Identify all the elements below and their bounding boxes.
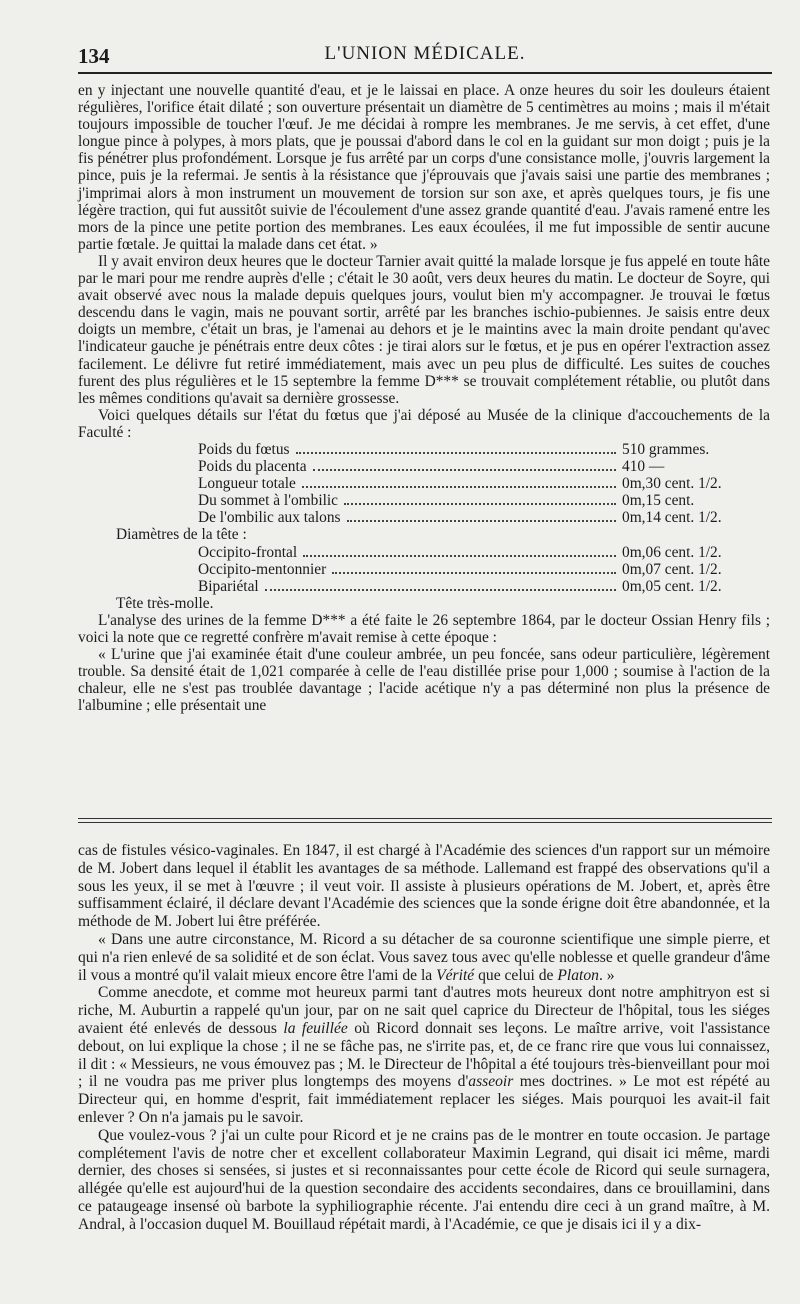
leader-dots [313, 459, 616, 471]
measure-row [198, 578, 770, 595]
leader-dots [302, 476, 616, 488]
measures-table [78, 544, 770, 595]
feuilleton-text [78, 842, 770, 1234]
measure-value: 0m,30 cent. 1/2. [622, 475, 722, 493]
measures-table [78, 441, 770, 526]
leader-dots [296, 442, 616, 454]
paragraph: Que voulez-vous ? j'ai un culte pour Ricord et je ne crains pas de le montrer en toute occasion. Je partage complétement l'avis de notre cher et excellent collaborateur Maximin Legrand, qui disait ici même, mardi dernier, des choses si sensées, si justes et si reconnaissantes pour cette école de Ricord qui seule surnagera, allégée qu'elle est aujourd'hui de la question secondaire des accidents secondaires, dans ce brouillamini, dans ce pataugeage insensé où barbote la syphiliographie récente. J'ai entendu dire ceci à un grand maître, à M. Andral, à l'occasion duquel M. Bouillaud répétait mardi, à l'Académie, ce que je disais ici il y a dix- [78, 1126, 770, 1233]
leader-dots [347, 510, 616, 522]
paragraph [78, 931, 770, 984]
italic-run: la feuillée [283, 1019, 348, 1037]
measure-label: Du sommet à l'ombilic [198, 492, 338, 510]
italic-run: Vérité [436, 966, 475, 984]
measure-label: Longueur totale [198, 475, 296, 493]
measure-row [198, 458, 770, 475]
measure-value: 510 grammes. [622, 440, 710, 458]
paragraph [78, 984, 770, 1126]
measure-value: 0m,15 cent. [622, 492, 695, 510]
paragraph: Il y avait environ deux heures que le docteur Tarnier avait quitté la malade lorsque je fus appelé en toute hâte par le mari pour me rendre auprès d'elle ; c'était le 30 août, vers deux heures du matin. Le docteur de Soyre, qui avait observé avec nous la malade depuis quelques jours, voulut bien m'y accompagner. Je trouvai le fœtus descendu dans le vagin, mais ne pouvant sortir, arrêté par les branches ischio-pubiennes. Je saisis entre deux doigts un membre, c'était un bras, je l'amenai au dehors et je le maintins avec la main droite pendant qu'avec l'indicateur gauche je pénétrais entre deux côtes : je tirai alors sur le fœtus, et je pus en opérer l'extraction assez facilement. Le délivre fut retiré immédiatement, mais avec un peu plus de difficulté. Les suites de couches furent des plus régulières et le 15 septembre la femme D*** se trouvait complétement rétablie, ou plutôt dans les mêmes conditions qu'avait sa dernière grossesse. [78, 252, 770, 407]
text-run: . » [598, 966, 615, 984]
leader-dots [303, 545, 616, 557]
measure-value: 410 — [622, 458, 665, 476]
measure-label: Occipito-mentonnier [198, 560, 327, 578]
measure-value: 0m,14 cent. 1/2. [622, 509, 722, 527]
measure-row [198, 475, 770, 492]
main-text [78, 82, 770, 714]
measure-value: 0m,05 cent. 1/2. [622, 577, 722, 595]
leader-dots [332, 562, 616, 574]
measure-label: De l'ombilic aux talons [198, 509, 341, 527]
measure-row [198, 561, 770, 578]
page-header [78, 36, 772, 70]
paragraph: « L'urine que j'ai examinée était d'une couleur ambrée, un peu foncée, sans odeur particulière, légèrement trouble. Sa densité était de 1,021 comparée à celle de l'eau distillée prise pour 1,000 ; soumise à l'action de la chaleur, elle ne s'est pas troublée davantage ; l'acide acétique n'y a pas déterminé non plus la présence de l'albumine ; elle présentait une [78, 646, 770, 715]
measure-label: Poids du placenta [198, 458, 307, 476]
measure-label: Bipariétal [198, 577, 259, 595]
subheading: Diamètres de la tête : [116, 526, 247, 544]
paragraph: Voici quelques détails sur l'état du fœtus que j'ai déposé au Musée de la clinique d'accouchements de la Faculté : [78, 406, 770, 441]
paragraph: cas de fistules vésico-vaginales. En 1847, il est chargé à l'Académie des sciences d'un rapport sur un mémoire de M. Jobert dans lequel il établit les avantages de sa méthode. Lallemand est frappé des observations qu'il a sous les yeux, il se met à l'œuvre ; il veut voir. Il assiste à plusieurs opérations de M. Jobert, et, après être suffisamment éclairé, il déclare devant l'Académie des sciences que la sonde érigne doit être abandonnée, et la méthode de M. Jobert lui être préférée. [78, 842, 770, 931]
text-run: où Ricord donnait ses leçons. Le maître arrive, voit l'assistance debout, on lui explique la chose ; il ne se fâche pas, ne s'irrite pas, et, de ce franc rire que vous lui connaissez, il dit : « Messieurs, ne vous émouvez pas ; M. le Directeur de l'hôpital a été toujours très-bienveillant pour moi ; il ne voudra pas me priver plus longtemps des moyens d' [78, 1019, 771, 1091]
measure-row [198, 509, 770, 526]
paragraph: en y injectant une nouvelle quantité d'eau, et je le laissai en place. A onze heures du soir les douleurs étaient régulières, l'orifice était dilaté ; son ouverture présentait un diamètre de 5 centimètres au moins ; mais il m'était toujours impossible de toucher l'œuf. Je me décidai à rompre les membranes. Je me servis, à cet effet, d'une longue pince à polypes, à mors plats, que je poussai d'abord dans le col en la guidant sur mon doigt ; puis je la fis pénétrer plus profondément. Lorsque je fus arrêté par un corps d'une consistance molle, j'ouvris largement la pince, puis je la refermai. Je sentis à la résistance que j'éprouvais que j'avais saisi une partie des membranes ; j'imprimai alors à mon instrument un mouvement de torsion sur son axe, et après quelques tours, je fis une légère traction, qui fut aussitôt suivie de l'écoulement d'une assez grande quantité d'eau. J'avais ramené entre les mors de la pince une petite portion des membranes. Les eaux écoulées, il me fut impossible de sentir aucune partie fœtale. Je quittai la malade dans cet état. » [78, 82, 770, 253]
page-number: 134 [78, 44, 110, 68]
italic-run: Platon [557, 966, 599, 984]
paragraph: L'analyse des urines de la femme D*** a été faite le 26 septembre 1864, par le docteur Ossian Henry fils ; voici la note que ce regretté confrère m'avait remise à cette époque : [78, 611, 770, 646]
leader-dots [344, 493, 616, 505]
text-run: que celui de [474, 966, 558, 984]
text-run: « Dans une autre circonstance, M. Ricord a su détacher de sa couronne scientifique une simple pierre, et qui n'a rien enlevé de sa solidité et de son éclat. Vous savez tous avec qu'elle noblesse et quelle grandeur d'âme il vous a montré qu'il valait mieux encore être l'ami de la [78, 930, 770, 984]
running-title: L'UNION MÉDICALE. [324, 43, 526, 64]
feuilleton-separator [78, 818, 772, 823]
note-line: Tête très-molle. [116, 594, 214, 612]
text-run: mes doctrines. » Le mot est répété au Directeur qui, en homme d'esprit, fait immédiatement replacer les siéges. Mais pourquoi les avait-il fait enlever ? On n'a jamais pu le savoir. [78, 1073, 770, 1126]
header-rule [78, 72, 772, 74]
measure-label: Poids du fœtus [198, 440, 290, 458]
measure-label: Occipito-frontal [198, 543, 298, 561]
italic-run: asseoir [468, 1073, 514, 1091]
measure-row [198, 441, 770, 458]
text-run: Comme anecdote, et comme mot heureux parmi tant d'autres mots heureux dont notre amphitryon est si riche, M. Auburtin a rappelé qu'un jour, par on ne sait quel caprice du Directeur de l'hôpital, tous les siéges avaient été enlevés de dessous [78, 984, 770, 1037]
leader-dots [265, 579, 616, 591]
measure-row [198, 492, 770, 509]
measure-value: 0m,06 cent. 1/2. [622, 543, 722, 561]
measure-value: 0m,07 cent. 1/2. [622, 560, 722, 578]
measure-row [198, 544, 770, 561]
